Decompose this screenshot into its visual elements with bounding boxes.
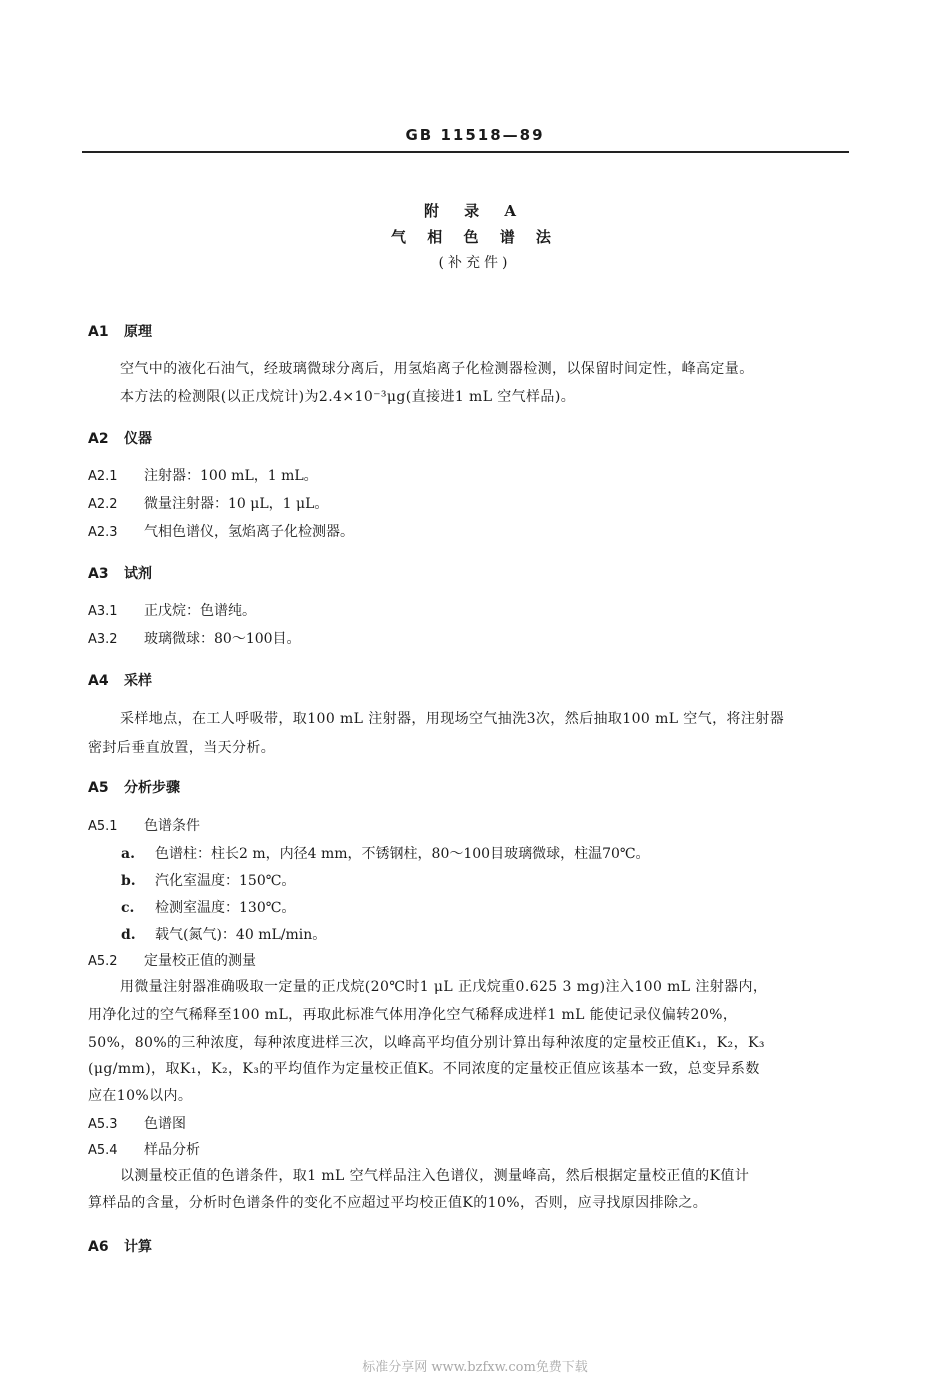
clause-title: 色谱图 [144,1116,186,1132]
clause-number: A5.3 [88,1117,118,1132]
section-heading-a2 [88,428,152,448]
paragraph-line: 用净化过的空气稀释至100 mL，再取此标准气体用净化空气稀释成进样1 mL 能使记录仪偏转20%， [88,1007,738,1023]
clause-number: A3.2 [88,632,118,647]
paragraph-line: 用微量注射器准确吸取一定量的正戊烷(20℃时1 μL 正戊烷重0.625 3 mg)注入100 mL 注射器内， [120,979,768,995]
clause-text: 正戊烷：色谱纯。 [144,603,256,619]
section-title: 采样 [124,673,152,689]
clause-number: A2.1 [88,469,118,484]
clause-number: A3.1 [88,604,118,619]
appendix-note: (补充件) [438,255,512,271]
section-number: A6 [88,1239,109,1255]
section-heading-a6 [88,1236,152,1256]
list-text: 色谱柱：柱长2 m，内径4 mm，不锈钢柱，80～100目玻璃微球，柱温70℃。 [155,846,650,862]
list-marker: b. [121,873,136,889]
paragraph-line: (μg/mm)，取K₁，K₂，K₃的平均值作为定量校正值K。不同浓度的定量校正值应该基本一致，总变异系数 [88,1061,760,1077]
clause-title: 定量校正值的测量 [144,953,256,969]
paragraph-line: 密封后垂直放置，当天分析。 [88,740,276,756]
list-text: 检测室温度：130℃。 [155,900,296,916]
list-marker: a. [121,846,135,862]
paragraph-line: 本方法的检测限(以正戊烷计)为2.4×10⁻³μg(直接进1 mL 空气样品)。 [120,389,576,405]
list-text: 汽化室温度：150℃。 [155,873,296,889]
appendix-title: 附 录 A [423,202,527,220]
section-title: 仪器 [124,431,152,447]
list-item [121,924,326,944]
clause-a2-1 [88,465,318,485]
clause-a2-2 [88,493,328,513]
section-title: 原理 [124,324,152,340]
clause-a5-3 [88,1113,186,1133]
paragraph-line: 算样品的含量，分析时色谱条件的变化不应超过平均校正值K的10%，否则，应寻找原因排除之。 [88,1195,708,1211]
paragraph-line: 空气中的液化石油气，经玻璃微球分离后，用氢焰离子化检测器检测，以保留时间定性，峰高定量。 [120,361,754,377]
clause-a2-3 [88,521,354,541]
list-marker: d. [121,927,136,943]
clause-text: 气相色谱仪，氢焰离子化检测器。 [144,524,354,540]
clause-title: 色谱条件 [144,818,200,834]
list-item [121,870,295,890]
clause-a3-1 [88,600,256,620]
section-number: A4 [88,673,109,689]
section-number: A1 [88,324,109,340]
clause-text: 玻璃微球：80～100目。 [144,631,301,647]
appendix-subtitle: 气 相 色 谱 法 [391,228,559,246]
list-item [121,843,650,863]
list-text: 载气(氮气)：40 mL/min。 [155,927,327,943]
paragraph-line: 采样地点，在工人呼吸带，取100 mL 注射器，用现场空气抽洗3次，然后抽取100 mL 空气，将注射器 [120,711,785,727]
clause-text: 微量注射器：10 μL，1 μL。 [144,496,329,512]
standard-code-header: GB 11518—89 [405,126,545,144]
clause-number: A5.2 [88,954,118,969]
section-heading-a3 [88,563,152,583]
paragraph-line: 50%，80%的三种浓度，每种浓度进样三次，以峰高平均值分别计算出每种浓度的定量校正值K₁，K₂，K₃ [88,1035,765,1051]
section-number: A2 [88,431,109,447]
clause-number: A2.3 [88,525,118,540]
clause-number: A5.4 [88,1143,118,1158]
paragraph-line: 以测量校正值的色谱条件，取1 mL 空气样品注入色谱仪，测量峰高，然后根据定量校正值的K值计 [120,1168,750,1184]
section-heading-a4 [88,670,152,690]
clause-text: 注射器：100 mL，1 mL。 [144,468,318,484]
clause-title: 样品分析 [144,1142,200,1158]
list-marker: c. [121,900,135,916]
clause-number: A2.2 [88,497,118,512]
clause-a3-2 [88,628,301,648]
section-heading-a5 [88,777,180,797]
clause-a5-4 [88,1139,200,1159]
watermark-footer: 标准分享网 www.bzfxw.com免费下载 [362,1360,588,1375]
list-item [121,897,295,917]
header-rule [82,151,849,153]
clause-a5-2 [88,950,256,970]
clause-number: A5.1 [88,819,118,834]
section-title: 试剂 [124,566,152,582]
section-title: 计算 [124,1239,152,1255]
section-title: 分析步骤 [124,780,180,796]
clause-a5-1 [88,815,200,835]
section-heading-a1 [88,321,152,341]
paragraph-line: 应在10%以内。 [88,1088,193,1104]
section-number: A5 [88,780,109,796]
section-number: A3 [88,566,109,582]
